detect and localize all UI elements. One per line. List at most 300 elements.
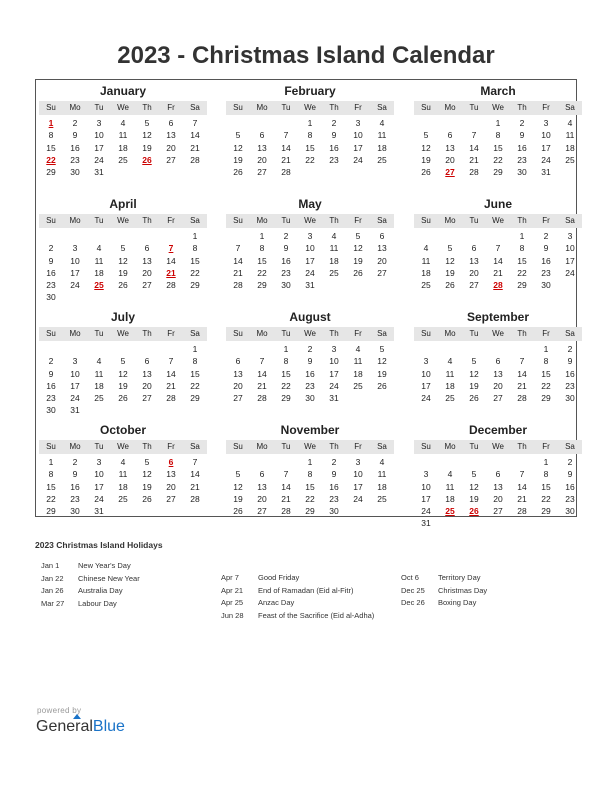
day-cell[interactable]: 1 xyxy=(543,344,549,354)
day-cell[interactable]: 23 xyxy=(70,493,80,504)
day-cell[interactable]: 25 xyxy=(377,493,387,504)
day-cell[interactable]: 15 xyxy=(46,481,56,492)
day-cell[interactable]: 3 xyxy=(96,118,102,128)
day-cell[interactable]: 28 xyxy=(517,393,527,404)
day-cell[interactable]: 20 xyxy=(493,380,503,391)
day-cell[interactable]: 14 xyxy=(281,142,291,153)
day-cell[interactable]: 19 xyxy=(233,493,243,504)
day-cell[interactable]: 31 xyxy=(329,393,339,404)
day-cell[interactable]: 29 xyxy=(541,506,551,517)
day-cell[interactable]: 6 xyxy=(495,356,501,367)
day-cell[interactable]: 22 xyxy=(305,154,315,165)
day-cell[interactable]: 23 xyxy=(329,154,339,165)
day-cell[interactable]: 19 xyxy=(142,481,152,492)
day-cell[interactable]: 8 xyxy=(192,243,198,254)
day-cell[interactable]: 29 xyxy=(190,280,200,291)
day-cell[interactable]: 17 xyxy=(70,267,80,278)
day-cell[interactable]: 25 xyxy=(377,154,387,165)
day-cell[interactable]: 5 xyxy=(471,356,477,367)
day-cell[interactable]: 19 xyxy=(233,154,243,165)
day-cell[interactable]: 7 xyxy=(519,356,525,367)
day-cell[interactable]: 20 xyxy=(377,255,387,266)
day-cell[interactable]: 29 xyxy=(46,167,56,178)
day-cell[interactable]: 30 xyxy=(46,405,56,416)
day-cell[interactable]: 3 xyxy=(543,118,549,128)
day-cell[interactable]: 20 xyxy=(257,493,267,504)
day-cell[interactable]: 9 xyxy=(72,130,78,141)
day-cell[interactable]: 8 xyxy=(519,243,525,254)
day-cell[interactable]: 29 xyxy=(46,506,56,517)
day-cell[interactable]: 1 xyxy=(192,344,198,354)
day-cell[interactable]: 17 xyxy=(70,380,80,391)
day-cell[interactable]: 16 xyxy=(565,368,575,379)
day-cell[interactable]: 15 xyxy=(305,142,315,153)
day-cell[interactable]: 24 xyxy=(421,393,431,404)
day-cell[interactable]: 18 xyxy=(445,493,455,504)
day-cell[interactable]: 3 xyxy=(423,356,429,367)
day-cell[interactable]: 18 xyxy=(118,142,128,153)
day-cell[interactable]: 22 xyxy=(190,380,200,391)
day-cell[interactable]: 7 xyxy=(259,356,265,367)
day-cell[interactable]: 8 xyxy=(283,356,289,367)
day-cell[interactable]: 3 xyxy=(355,118,361,128)
day-cell[interactable]: 31 xyxy=(421,518,431,529)
day-cell[interactable]: 10 xyxy=(565,243,575,254)
day-cell[interactable]: 16 xyxy=(329,142,339,153)
day-cell[interactable]: 18 xyxy=(377,481,387,492)
day-cell[interactable]: 26 xyxy=(353,267,363,278)
day-cell[interactable]: 4 xyxy=(379,118,385,128)
day-cell[interactable]: 29 xyxy=(257,280,267,291)
day-cell[interactable]: 31 xyxy=(94,167,104,178)
day-cell[interactable]: 3 xyxy=(96,457,102,467)
day-cell[interactable]: 3 xyxy=(72,356,78,367)
day-cell[interactable]: 5 xyxy=(447,243,453,254)
day-cell[interactable]: 1 xyxy=(192,231,198,241)
holiday-day-cell[interactable]: 27 xyxy=(445,167,455,178)
day-cell[interactable]: 17 xyxy=(421,380,431,391)
day-cell[interactable]: 18 xyxy=(118,481,128,492)
day-cell[interactable]: 9 xyxy=(72,469,78,480)
day-cell[interactable]: 30 xyxy=(305,393,315,404)
day-cell[interactable]: 12 xyxy=(233,481,243,492)
holiday-day-cell[interactable]: 7 xyxy=(168,243,174,254)
day-cell[interactable]: 28 xyxy=(281,506,291,517)
day-cell[interactable]: 18 xyxy=(565,142,575,153)
day-cell[interactable]: 31 xyxy=(541,167,551,178)
day-cell[interactable]: 4 xyxy=(379,457,385,467)
day-cell[interactable]: 26 xyxy=(142,493,152,504)
day-cell[interactable]: 4 xyxy=(331,231,337,241)
holiday-day-cell[interactable]: 26 xyxy=(142,154,152,165)
day-cell[interactable]: 9 xyxy=(48,255,54,266)
day-cell[interactable]: 11 xyxy=(118,130,128,141)
day-cell[interactable]: 19 xyxy=(421,154,431,165)
day-cell[interactable]: 17 xyxy=(353,481,363,492)
day-cell[interactable]: 30 xyxy=(329,506,339,517)
holiday-day-cell[interactable]: 6 xyxy=(168,457,174,467)
day-cell[interactable]: 19 xyxy=(142,142,152,153)
day-cell[interactable]: 9 xyxy=(283,243,289,254)
day-cell[interactable]: 2 xyxy=(519,118,525,128)
day-cell[interactable]: 3 xyxy=(567,231,573,241)
day-cell[interactable]: 11 xyxy=(445,368,455,379)
day-cell[interactable]: 26 xyxy=(233,506,243,517)
day-cell[interactable]: 6 xyxy=(495,469,501,480)
day-cell[interactable]: 17 xyxy=(353,142,363,153)
day-cell[interactable]: 7 xyxy=(471,130,477,141)
day-cell[interactable]: 2 xyxy=(72,118,78,128)
day-cell[interactable]: 10 xyxy=(305,243,315,254)
holiday-day-cell[interactable]: 25 xyxy=(445,506,455,517)
day-cell[interactable]: 15 xyxy=(257,255,267,266)
day-cell[interactable]: 28 xyxy=(190,154,200,165)
day-cell[interactable]: 16 xyxy=(541,255,551,266)
day-cell[interactable]: 2 xyxy=(48,243,54,254)
day-cell[interactable]: 24 xyxy=(94,154,104,165)
day-cell[interactable]: 27 xyxy=(166,493,176,504)
day-cell[interactable]: 30 xyxy=(565,393,575,404)
day-cell[interactable]: 28 xyxy=(517,506,527,517)
day-cell[interactable]: 4 xyxy=(447,356,453,367)
day-cell[interactable]: 28 xyxy=(281,167,291,178)
day-cell[interactable]: 7 xyxy=(192,118,198,128)
day-cell[interactable]: 9 xyxy=(48,368,54,379)
day-cell[interactable]: 22 xyxy=(517,267,527,278)
day-cell[interactable]: 12 xyxy=(421,142,431,153)
day-cell[interactable]: 21 xyxy=(469,154,479,165)
day-cell[interactable]: 1 xyxy=(519,231,525,241)
day-cell[interactable]: 24 xyxy=(94,493,104,504)
day-cell[interactable]: 8 xyxy=(543,356,549,367)
day-cell[interactable]: 24 xyxy=(421,506,431,517)
day-cell[interactable]: 15 xyxy=(281,368,291,379)
day-cell[interactable]: 14 xyxy=(517,481,527,492)
day-cell[interactable]: 11 xyxy=(118,469,128,480)
day-cell[interactable]: 29 xyxy=(493,167,503,178)
day-cell[interactable]: 23 xyxy=(305,380,315,391)
day-cell[interactable]: 16 xyxy=(46,267,56,278)
day-cell[interactable]: 26 xyxy=(118,393,128,404)
day-cell[interactable]: 14 xyxy=(166,368,176,379)
day-cell[interactable]: 6 xyxy=(471,243,477,254)
day-cell[interactable]: 18 xyxy=(377,142,387,153)
day-cell[interactable]: 23 xyxy=(517,154,527,165)
day-cell[interactable]: 11 xyxy=(377,469,387,480)
day-cell[interactable]: 11 xyxy=(421,255,431,266)
day-cell[interactable]: 30 xyxy=(70,506,80,517)
day-cell[interactable]: 7 xyxy=(283,469,289,480)
day-cell[interactable]: 27 xyxy=(469,280,479,291)
day-cell[interactable]: 15 xyxy=(190,368,200,379)
day-cell[interactable]: 10 xyxy=(353,469,363,480)
day-cell[interactable]: 24 xyxy=(70,280,80,291)
day-cell[interactable]: 22 xyxy=(281,380,291,391)
day-cell[interactable]: 10 xyxy=(329,356,339,367)
day-cell[interactable]: 22 xyxy=(190,267,200,278)
day-cell[interactable]: 30 xyxy=(565,506,575,517)
day-cell[interactable]: 22 xyxy=(46,493,56,504)
day-cell[interactable]: 23 xyxy=(46,393,56,404)
day-cell[interactable]: 19 xyxy=(118,380,128,391)
day-cell[interactable]: 16 xyxy=(517,142,527,153)
day-cell[interactable]: 28 xyxy=(233,280,243,291)
day-cell[interactable]: 14 xyxy=(190,130,200,141)
day-cell[interactable]: 2 xyxy=(567,457,573,467)
day-cell[interactable]: 10 xyxy=(94,130,104,141)
day-cell[interactable]: 6 xyxy=(235,356,241,367)
day-cell[interactable]: 7 xyxy=(519,469,525,480)
day-cell[interactable]: 30 xyxy=(46,292,56,303)
day-cell[interactable]: 3 xyxy=(307,231,313,241)
day-cell[interactable]: 24 xyxy=(565,267,575,278)
day-cell[interactable]: 16 xyxy=(565,481,575,492)
day-cell[interactable]: 17 xyxy=(305,255,315,266)
day-cell[interactable]: 17 xyxy=(94,481,104,492)
day-cell[interactable]: 6 xyxy=(259,469,265,480)
day-cell[interactable]: 10 xyxy=(421,368,431,379)
day-cell[interactable]: 20 xyxy=(493,493,503,504)
day-cell[interactable]: 4 xyxy=(567,118,573,128)
day-cell[interactable]: 20 xyxy=(469,267,479,278)
day-cell[interactable]: 4 xyxy=(96,356,102,367)
day-cell[interactable]: 5 xyxy=(355,231,361,241)
day-cell[interactable]: 9 xyxy=(567,356,573,367)
day-cell[interactable]: 20 xyxy=(142,380,152,391)
day-cell[interactable]: 11 xyxy=(94,255,104,266)
day-cell[interactable]: 5 xyxy=(379,344,385,354)
day-cell[interactable]: 18 xyxy=(421,267,431,278)
day-cell[interactable]: 12 xyxy=(233,142,243,153)
day-cell[interactable]: 1 xyxy=(495,118,501,128)
day-cell[interactable]: 13 xyxy=(445,142,455,153)
day-cell[interactable]: 22 xyxy=(541,493,551,504)
day-cell[interactable]: 27 xyxy=(257,167,267,178)
day-cell[interactable]: 13 xyxy=(469,255,479,266)
day-cell[interactable]: 2 xyxy=(283,231,289,241)
day-cell[interactable]: 24 xyxy=(353,493,363,504)
day-cell[interactable]: 19 xyxy=(377,368,387,379)
day-cell[interactable]: 17 xyxy=(421,493,431,504)
day-cell[interactable]: 7 xyxy=(192,457,198,467)
day-cell[interactable]: 4 xyxy=(447,469,453,480)
day-cell[interactable]: 27 xyxy=(142,280,152,291)
day-cell[interactable]: 20 xyxy=(233,380,243,391)
day-cell[interactable]: 3 xyxy=(72,243,78,254)
day-cell[interactable]: 5 xyxy=(235,130,241,141)
day-cell[interactable]: 12 xyxy=(469,368,479,379)
day-cell[interactable]: 13 xyxy=(257,481,267,492)
day-cell[interactable]: 26 xyxy=(118,280,128,291)
holiday-day-cell[interactable]: 26 xyxy=(469,506,479,517)
day-cell[interactable]: 10 xyxy=(94,469,104,480)
day-cell[interactable]: 21 xyxy=(281,493,291,504)
day-cell[interactable]: 27 xyxy=(493,393,503,404)
day-cell[interactable]: 24 xyxy=(353,154,363,165)
day-cell[interactable]: 12 xyxy=(142,469,152,480)
day-cell[interactable]: 16 xyxy=(70,142,80,153)
day-cell[interactable]: 19 xyxy=(445,267,455,278)
day-cell[interactable]: 29 xyxy=(541,393,551,404)
day-cell[interactable]: 17 xyxy=(565,255,575,266)
day-cell[interactable]: 8 xyxy=(307,469,313,480)
day-cell[interactable]: 13 xyxy=(166,130,176,141)
day-cell[interactable]: 22 xyxy=(257,267,267,278)
day-cell[interactable]: 30 xyxy=(281,280,291,291)
day-cell[interactable]: 23 xyxy=(329,493,339,504)
day-cell[interactable]: 27 xyxy=(377,267,387,278)
day-cell[interactable]: 22 xyxy=(493,154,503,165)
day-cell[interactable]: 13 xyxy=(377,243,387,254)
day-cell[interactable]: 21 xyxy=(517,493,527,504)
day-cell[interactable]: 15 xyxy=(517,255,527,266)
day-cell[interactable]: 1 xyxy=(283,344,289,354)
day-cell[interactable]: 30 xyxy=(541,280,551,291)
day-cell[interactable]: 1 xyxy=(48,457,54,467)
day-cell[interactable]: 13 xyxy=(166,469,176,480)
day-cell[interactable]: 19 xyxy=(118,267,128,278)
day-cell[interactable]: 21 xyxy=(281,154,291,165)
day-cell[interactable]: 8 xyxy=(543,469,549,480)
day-cell[interactable]: 12 xyxy=(142,130,152,141)
day-cell[interactable]: 2 xyxy=(72,457,78,467)
day-cell[interactable]: 2 xyxy=(567,344,573,354)
day-cell[interactable]: 4 xyxy=(355,344,361,354)
day-cell[interactable]: 13 xyxy=(233,368,243,379)
day-cell[interactable]: 25 xyxy=(329,267,339,278)
day-cell[interactable]: 12 xyxy=(377,356,387,367)
day-cell[interactable]: 4 xyxy=(96,243,102,254)
day-cell[interactable]: 16 xyxy=(46,380,56,391)
day-cell[interactable]: 13 xyxy=(493,368,503,379)
day-cell[interactable]: 5 xyxy=(423,130,429,141)
day-cell[interactable]: 16 xyxy=(305,368,315,379)
day-cell[interactable]: 18 xyxy=(94,380,104,391)
day-cell[interactable]: 29 xyxy=(517,280,527,291)
day-cell[interactable]: 12 xyxy=(118,255,128,266)
day-cell[interactable]: 24 xyxy=(70,393,80,404)
day-cell[interactable]: 20 xyxy=(257,154,267,165)
day-cell[interactable]: 5 xyxy=(144,457,150,467)
day-cell[interactable]: 12 xyxy=(469,481,479,492)
holiday-day-cell[interactable]: 21 xyxy=(166,267,176,278)
day-cell[interactable]: 13 xyxy=(142,255,152,266)
holiday-day-cell[interactable]: 28 xyxy=(493,280,503,291)
day-cell[interactable]: 14 xyxy=(281,481,291,492)
day-cell[interactable]: 8 xyxy=(48,469,54,480)
day-cell[interactable]: 26 xyxy=(233,167,243,178)
day-cell[interactable]: 18 xyxy=(353,368,363,379)
day-cell[interactable]: 22 xyxy=(541,380,551,391)
day-cell[interactable]: 8 xyxy=(192,356,198,367)
day-cell[interactable]: 17 xyxy=(329,368,339,379)
holiday-day-cell[interactable]: 22 xyxy=(46,154,56,165)
day-cell[interactable]: 5 xyxy=(120,356,126,367)
day-cell[interactable]: 11 xyxy=(565,130,575,141)
day-cell[interactable]: 4 xyxy=(423,243,429,254)
day-cell[interactable]: 25 xyxy=(118,154,128,165)
day-cell[interactable]: 8 xyxy=(495,130,501,141)
day-cell[interactable]: 13 xyxy=(493,481,503,492)
day-cell[interactable]: 26 xyxy=(377,380,387,391)
day-cell[interactable]: 2 xyxy=(48,356,54,367)
day-cell[interactable]: 15 xyxy=(46,142,56,153)
day-cell[interactable]: 31 xyxy=(94,506,104,517)
day-cell[interactable]: 3 xyxy=(423,469,429,480)
holiday-day-cell[interactable]: 1 xyxy=(48,118,54,128)
day-cell[interactable]: 20 xyxy=(445,154,455,165)
day-cell[interactable]: 6 xyxy=(144,356,150,367)
day-cell[interactable]: 27 xyxy=(142,393,152,404)
day-cell[interactable]: 26 xyxy=(421,167,431,178)
day-cell[interactable]: 19 xyxy=(353,255,363,266)
day-cell[interactable]: 25 xyxy=(565,154,575,165)
day-cell[interactable]: 23 xyxy=(46,280,56,291)
day-cell[interactable]: 25 xyxy=(94,393,104,404)
day-cell[interactable]: 28 xyxy=(469,167,479,178)
day-cell[interactable]: 11 xyxy=(329,243,339,254)
day-cell[interactable]: 29 xyxy=(305,506,315,517)
day-cell[interactable]: 15 xyxy=(305,481,315,492)
day-cell[interactable]: 21 xyxy=(190,481,200,492)
day-cell[interactable]: 14 xyxy=(257,368,267,379)
day-cell[interactable]: 14 xyxy=(233,255,243,266)
day-cell[interactable]: 20 xyxy=(166,142,176,153)
day-cell[interactable]: 1 xyxy=(307,457,313,467)
day-cell[interactable]: 5 xyxy=(120,243,126,254)
day-cell[interactable]: 26 xyxy=(469,393,479,404)
day-cell[interactable]: 17 xyxy=(541,142,551,153)
day-cell[interactable]: 2 xyxy=(331,118,337,128)
day-cell[interactable]: 23 xyxy=(565,493,575,504)
day-cell[interactable]: 9 xyxy=(519,130,525,141)
day-cell[interactable]: 27 xyxy=(257,506,267,517)
day-cell[interactable]: 21 xyxy=(493,267,503,278)
day-cell[interactable]: 6 xyxy=(144,243,150,254)
day-cell[interactable]: 14 xyxy=(493,255,503,266)
day-cell[interactable]: 30 xyxy=(70,167,80,178)
day-cell[interactable]: 3 xyxy=(355,457,361,467)
day-cell[interactable]: 7 xyxy=(495,243,501,254)
day-cell[interactable]: 3 xyxy=(331,344,337,354)
day-cell[interactable]: 28 xyxy=(257,393,267,404)
day-cell[interactable]: 15 xyxy=(541,481,551,492)
day-cell[interactable]: 13 xyxy=(257,142,267,153)
day-cell[interactable]: 10 xyxy=(70,255,80,266)
day-cell[interactable]: 29 xyxy=(281,393,291,404)
day-cell[interactable]: 16 xyxy=(281,255,291,266)
day-cell[interactable]: 19 xyxy=(469,493,479,504)
day-cell[interactable]: 9 xyxy=(567,469,573,480)
day-cell[interactable]: 27 xyxy=(493,506,503,517)
day-cell[interactable]: 11 xyxy=(377,130,387,141)
day-cell[interactable]: 21 xyxy=(166,380,176,391)
day-cell[interactable]: 5 xyxy=(471,469,477,480)
day-cell[interactable]: 21 xyxy=(517,380,527,391)
day-cell[interactable]: 1 xyxy=(259,231,265,241)
day-cell[interactable]: 8 xyxy=(307,130,313,141)
day-cell[interactable]: 4 xyxy=(120,457,126,467)
day-cell[interactable]: 9 xyxy=(331,130,337,141)
day-cell[interactable]: 9 xyxy=(307,356,313,367)
day-cell[interactable]: 15 xyxy=(541,368,551,379)
day-cell[interactable]: 23 xyxy=(565,380,575,391)
day-cell[interactable]: 14 xyxy=(469,142,479,153)
day-cell[interactable]: 2 xyxy=(307,344,313,354)
day-cell[interactable]: 23 xyxy=(70,154,80,165)
day-cell[interactable]: 7 xyxy=(168,356,174,367)
day-cell[interactable]: 2 xyxy=(543,231,549,241)
